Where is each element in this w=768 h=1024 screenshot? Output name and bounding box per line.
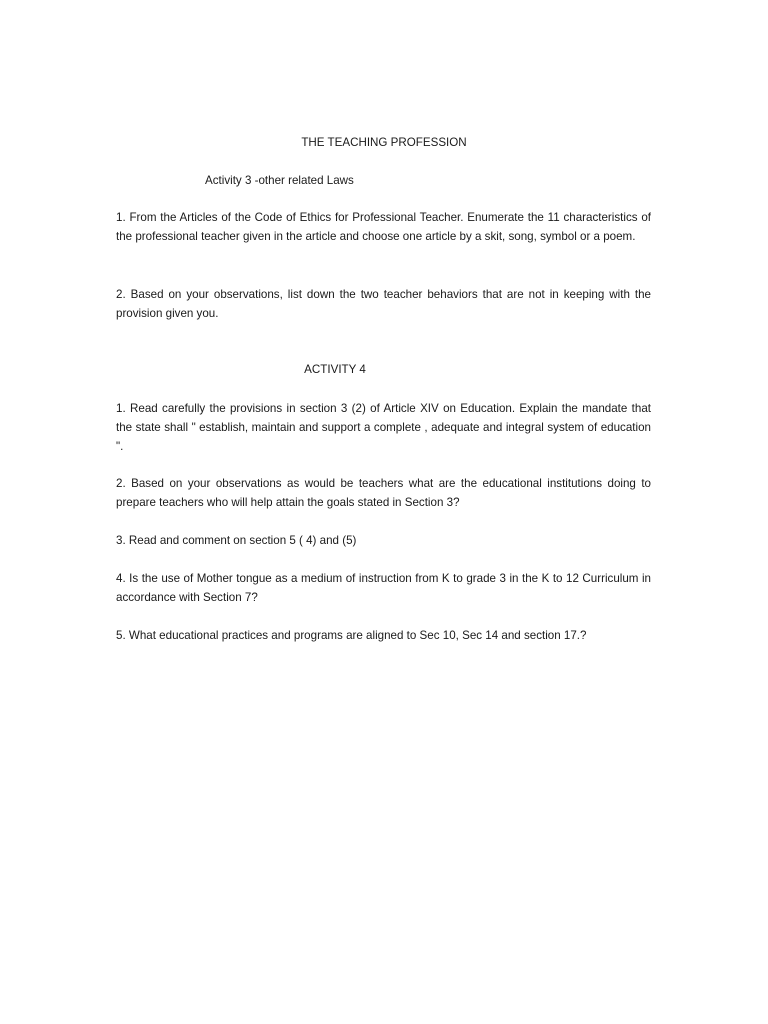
activity-4-heading: ACTIVITY 4 bbox=[304, 363, 366, 376]
activity-3-item-1: 1. From the Articles of the Code of Ethics for Professional Teacher. Enumerate the 11 characteristics of the professional teacher given in the article and choose one article by a skit, song, symbol or a poem. bbox=[116, 211, 651, 243]
activity-4-item-1: 1. Read carefully the provisions in section 3 (2) of Article XIV on Education. Explain the mandate that the state shall " establish, maintain and support a complete , adequate and integral system of education ". bbox=[116, 402, 651, 453]
activity-4-item-4: 4. Is the use of Mother tongue as a medium of instruction from K to grade 3 in the K to 12 Curriculum in accordance with Section 7? bbox=[116, 572, 651, 604]
document-title: THE TEACHING PROFESSION bbox=[301, 136, 467, 149]
activity-3-heading: Activity 3 -other related Laws bbox=[205, 174, 354, 187]
activity-4-item-2: 2. Based on your observations as would be teachers what are the educational institutions doing to prepare teachers who will help attain the goals stated in Section 3? bbox=[116, 477, 651, 509]
activity-3-item-2: 2. Based on your observations, list down the two teacher behaviors that are not in keeping with the provision given you. bbox=[116, 288, 651, 320]
activity-4-item-3: 3. Read and comment on section 5 ( 4) and (5) bbox=[116, 534, 357, 547]
activity-4-item-5: 5. What educational practices and programs are aligned to Sec 10, Sec 14 and section 17.? bbox=[116, 629, 587, 642]
